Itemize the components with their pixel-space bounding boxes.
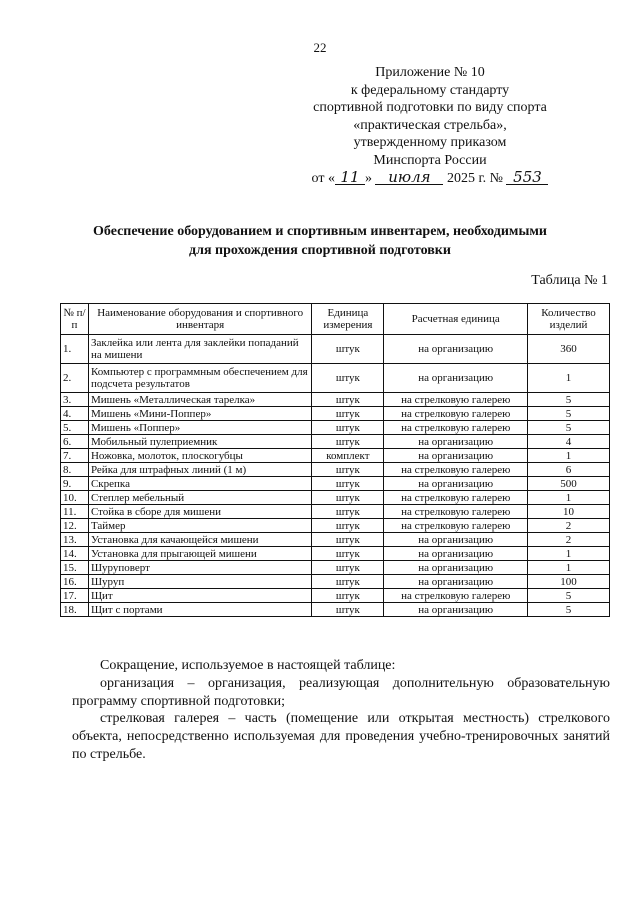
handwritten-day: 11 bbox=[335, 170, 365, 185]
table-header-row bbox=[61, 304, 610, 335]
row-calc-unit: на стрелковую галерею bbox=[384, 589, 528, 603]
row-unit: штук bbox=[312, 393, 384, 407]
row-unit: штук bbox=[312, 335, 384, 364]
row-num: 10. bbox=[61, 491, 89, 505]
notes-gallery-definition: стрелковая галерея – часть (помещение или открытая местность) стрелкового объекта, непосредственно используемая для проведения учебно-тренировочных занятий по стрельбе. bbox=[72, 711, 610, 762]
table-row bbox=[61, 505, 610, 519]
row-qty: 2 bbox=[528, 519, 610, 533]
header-calc: Расчетная единица bbox=[384, 304, 528, 335]
row-num: 6. bbox=[61, 435, 89, 449]
table-row bbox=[61, 547, 610, 561]
row-calc-unit: на организацию bbox=[384, 575, 528, 589]
row-num: 14. bbox=[61, 547, 89, 561]
date-prefix: от « bbox=[311, 170, 335, 186]
title-line: Обеспечение оборудованием и спортивным инвентарем, необходимыми bbox=[93, 224, 547, 239]
row-name: Щит bbox=[88, 589, 311, 603]
row-qty: 5 bbox=[528, 407, 610, 421]
row-name: Щит с портами bbox=[88, 603, 311, 617]
row-num: 18. bbox=[61, 603, 89, 617]
row-unit: штук bbox=[312, 421, 384, 435]
row-qty: 1 bbox=[528, 364, 610, 393]
table-row bbox=[61, 364, 610, 393]
row-qty: 500 bbox=[528, 477, 610, 491]
row-name: Установка для прыгающей мишени bbox=[88, 547, 311, 561]
row-unit: штук bbox=[312, 477, 384, 491]
row-name: Шуруп bbox=[88, 575, 311, 589]
row-calc-unit: на стрелковую галерею bbox=[384, 491, 528, 505]
row-qty: 5 bbox=[528, 589, 610, 603]
row-qty: 1 bbox=[528, 547, 610, 561]
row-calc-unit: на стрелковую галерею bbox=[384, 421, 528, 435]
row-num: 11. bbox=[61, 505, 89, 519]
table-row bbox=[61, 519, 610, 533]
table-row bbox=[61, 603, 610, 617]
row-num: 12. bbox=[61, 519, 89, 533]
appendix-line: к федеральному стандарту bbox=[350, 82, 510, 98]
row-num: 16. bbox=[61, 575, 89, 589]
row-qty: 1 bbox=[528, 491, 610, 505]
table-row bbox=[61, 561, 610, 575]
row-qty: 1 bbox=[528, 449, 610, 463]
row-calc-unit: на организацию bbox=[384, 547, 528, 561]
handwritten-order-number: 553 bbox=[506, 170, 548, 185]
row-name: Рейка для штрафных линий (1 м) bbox=[88, 463, 311, 477]
row-name: Мобильный пулеприемник bbox=[88, 435, 311, 449]
table-row bbox=[61, 575, 610, 589]
row-name: Степлер мебельный bbox=[88, 491, 311, 505]
table-row bbox=[61, 449, 610, 463]
row-name: Компьютер с программным обеспечением для подсчета результатов bbox=[88, 364, 311, 393]
row-unit: штук bbox=[312, 463, 384, 477]
row-unit: штук bbox=[312, 603, 384, 617]
date-year: 2025 г. № bbox=[446, 170, 503, 186]
header-num: № п/п bbox=[61, 304, 89, 335]
table-row bbox=[61, 533, 610, 547]
row-num: 3. bbox=[61, 393, 89, 407]
row-unit: комплект bbox=[312, 449, 384, 463]
row-name: Скрепка bbox=[88, 477, 311, 491]
header-unit: Единица измерения bbox=[312, 304, 384, 335]
row-unit: штук bbox=[312, 435, 384, 449]
row-calc-unit: на организацию bbox=[384, 561, 528, 575]
row-qty: 100 bbox=[528, 575, 610, 589]
row-calc-unit: на организацию bbox=[384, 335, 528, 364]
row-calc-unit: на организацию bbox=[384, 364, 528, 393]
row-name: Шуруповерт bbox=[88, 561, 311, 575]
table-row bbox=[61, 335, 610, 364]
row-name: Заклейка или лента для заклейки попаданий на мишени bbox=[88, 335, 311, 364]
row-num: 17. bbox=[61, 589, 89, 603]
row-num: 13. bbox=[61, 533, 89, 547]
row-name: Ножовка, молоток, плоскогубцы bbox=[88, 449, 311, 463]
row-num: 1. bbox=[61, 335, 89, 364]
row-calc-unit: на организацию bbox=[384, 603, 528, 617]
appendix-line: спортивной подготовки по виду спорта bbox=[313, 100, 547, 116]
row-qty: 6 bbox=[528, 463, 610, 477]
table-row bbox=[61, 463, 610, 477]
notes-section bbox=[72, 657, 610, 764]
row-qty: 5 bbox=[528, 393, 610, 407]
row-calc-unit: на стрелковую галерею bbox=[384, 505, 528, 519]
row-qty: 1 bbox=[528, 561, 610, 575]
row-num: 9. bbox=[61, 477, 89, 491]
row-calc-unit: на стрелковую галерею bbox=[384, 463, 528, 477]
row-name: Мишень «Мини-Поппер» bbox=[88, 407, 311, 421]
row-num: 5. bbox=[61, 421, 89, 435]
table-row bbox=[61, 435, 610, 449]
row-qty: 10 bbox=[528, 505, 610, 519]
equipment-table bbox=[60, 303, 610, 617]
appendix-header bbox=[280, 64, 580, 187]
row-calc-unit: на организацию bbox=[384, 533, 528, 547]
row-num: 2. bbox=[61, 364, 89, 393]
row-num: 4. bbox=[61, 407, 89, 421]
handwritten-month: июля bbox=[375, 170, 443, 185]
row-calc-unit: на стрелковую галерею bbox=[384, 393, 528, 407]
row-qty: 360 bbox=[528, 335, 610, 364]
row-calc-unit: на организацию bbox=[384, 435, 528, 449]
table-row bbox=[61, 477, 610, 491]
row-name: Мишень «Металлическая тарелка» bbox=[88, 393, 311, 407]
row-name: Таймер bbox=[88, 519, 311, 533]
header-qty: Количество изделий bbox=[528, 304, 610, 335]
appendix-line: утвержденному приказом bbox=[353, 135, 507, 151]
row-num: 7. bbox=[61, 449, 89, 463]
row-unit: штук bbox=[312, 575, 384, 589]
row-qty: 5 bbox=[528, 603, 610, 617]
row-qty: 2 bbox=[528, 533, 610, 547]
row-unit: штук bbox=[312, 561, 384, 575]
appendix-title: Приложение № 10 bbox=[375, 65, 485, 80]
row-unit: штук bbox=[312, 491, 384, 505]
table-caption: Таблица № 1 bbox=[531, 273, 608, 288]
row-unit: штук bbox=[312, 519, 384, 533]
table-row bbox=[61, 589, 610, 603]
document-title bbox=[40, 222, 600, 260]
row-name: Стойка в сборе для мишени bbox=[88, 505, 311, 519]
title-line: для прохождения спортивной подготовки bbox=[189, 243, 451, 258]
order-date-line bbox=[280, 167, 580, 188]
row-unit: штук bbox=[312, 547, 384, 561]
row-calc-unit: на организацию bbox=[384, 449, 528, 463]
notes-org-definition: организация – организация, реализующая дополнительную образовательную программу спортивной подготовки; bbox=[72, 675, 610, 709]
appendix-line: «практическая стрельба», bbox=[353, 117, 507, 133]
appendix-line: Минспорта России bbox=[373, 152, 487, 168]
row-unit: штук bbox=[312, 364, 384, 393]
row-unit: штук bbox=[312, 533, 384, 547]
row-unit: штук bbox=[312, 589, 384, 603]
page-number: 22 bbox=[313, 40, 327, 55]
row-calc-unit: на стрелковую галерею bbox=[384, 519, 528, 533]
row-name: Установка для качающейся мишени bbox=[88, 533, 311, 547]
date-mid: » bbox=[364, 170, 372, 186]
table-row bbox=[61, 407, 610, 421]
row-num: 15. bbox=[61, 561, 89, 575]
row-qty: 4 bbox=[528, 435, 610, 449]
notes-intro: Сокращение, используемое в настоящей таблице: bbox=[100, 658, 396, 673]
row-num: 8. bbox=[61, 463, 89, 477]
table-row bbox=[61, 491, 610, 505]
row-unit: штук bbox=[312, 407, 384, 421]
header-name: Наименование оборудования и спортивного инвентаря bbox=[88, 304, 311, 335]
row-qty: 5 bbox=[528, 421, 610, 435]
row-calc-unit: на организацию bbox=[384, 477, 528, 491]
table-row bbox=[61, 393, 610, 407]
table-row bbox=[61, 421, 610, 435]
row-unit: штук bbox=[312, 505, 384, 519]
row-calc-unit: на стрелковую галерею bbox=[384, 407, 528, 421]
row-name: Мишень «Поппер» bbox=[88, 421, 311, 435]
